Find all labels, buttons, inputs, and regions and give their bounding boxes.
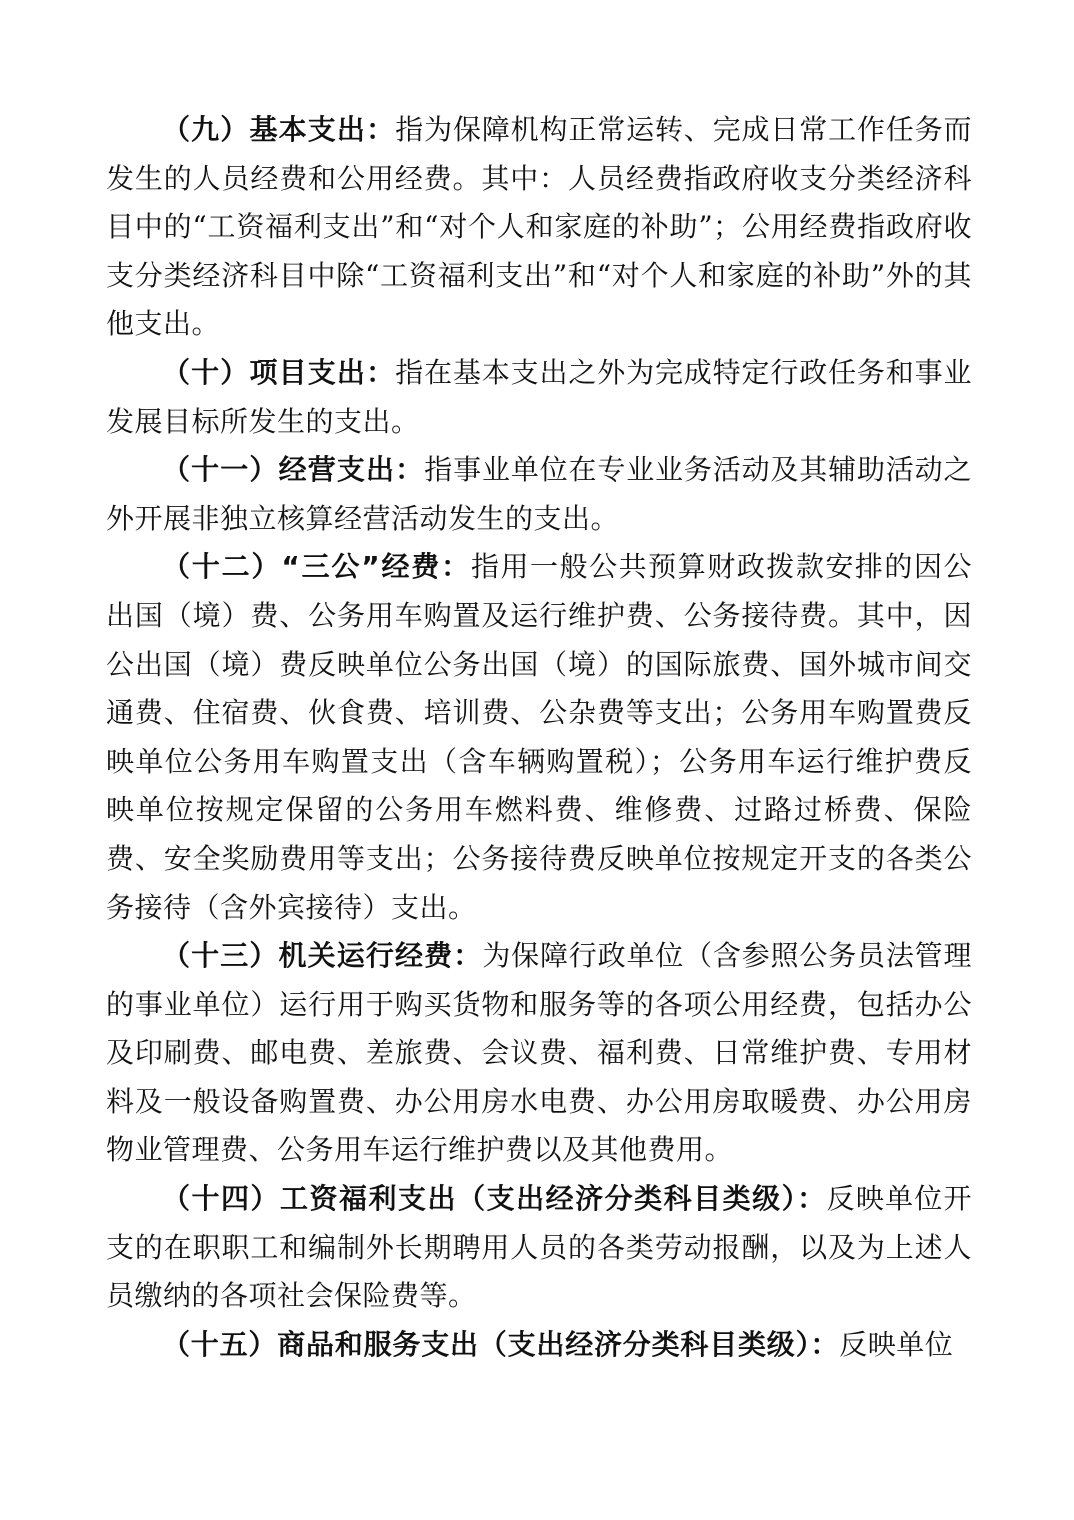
paragraph-basic-expenditure (106, 106, 972, 349)
paragraph-goods-services (106, 1321, 972, 1370)
paragraph-heading: （十五）商品和服务支出（支出经济分类科目类级）： (162, 1327, 840, 1361)
paragraph-heading: （十）项目支出： (162, 355, 396, 389)
paragraph-heading: （九）基本支出： (162, 113, 396, 146)
paragraph-text: 指在基本支出之外为完成特定行政任务和事业发展目标所发生的支出。 (106, 355, 972, 438)
paragraph-text: 反映单位 (839, 1327, 954, 1361)
paragraph-three-public-funds (106, 543, 972, 932)
paragraph-heading: （十一）经营支出： (162, 453, 425, 487)
paragraph-heading: （十四）工资福利支出（支出经济分类科目类级）： (162, 1182, 827, 1216)
paragraph-project-expenditure (106, 349, 972, 446)
paragraph-text: 指用一般公共预算财政拨款安排的因公出国（境）费、公务用车购置及运行维护费、公务接待费。其中，因公出国（境）费反映单位公务出国（境）的国际旅费、国外城市间交通费、住宿费、伙食费、培训费、公杂费等支出；公务用车购置费反映单位公务用车购置支出（含车辆购置税）；公务用车运行维护费反映单位按规定保留的公务用车燃料费、维修费、过路过桥费、保险费、安全奖励费用等支出；公务接待费反映单位按规定开支的各类公务接待（含外宾接待）支出。 (106, 550, 972, 924)
paragraph-operating-expenditure (106, 446, 972, 543)
paragraph-text: 为保障行政单位（含参照公务员法管理的事业单位）运行用于购买货物和服务等的各项公用经费，包括办公及印刷费、邮电费、差旅费、会议费、福利费、日常维护费、专用材料及一般设备购置费、办公用房水电费、办公用房取暖费、办公用房物业管理费、公务用车运行维护费以及其他费用。 (106, 939, 972, 1167)
paragraph-agency-operating-funds (106, 932, 972, 1175)
document-body (106, 106, 972, 1369)
paragraph-text: 指事业单位在专业业务活动及其辅助活动之外开展非独立核算经营活动发生的支出。 (106, 453, 972, 535)
paragraph-text: 指为保障机构正常运转、完成日常工作任务而发生的人员经费和公用经费。其中：人员经费指政府收支分类经济科目中的“工资福利支出”和“对个人和家庭的补助”；公用经费指政府收支分类经济科目中除“工资福利支出”和“对个人和家庭的补助”外的其他支出。 (106, 113, 972, 341)
paragraph-text: 反映单位开支的在职职工和编制外长期聘用人员的各类劳动报酬，以及为上述人员缴纳的各项社会保险费等。 (106, 1182, 972, 1313)
paragraph-heading: （十二）“三公”经费： (162, 550, 471, 584)
paragraph-wages-welfare (106, 1175, 972, 1321)
paragraph-heading: （十三）机关运行经费： (162, 939, 483, 973)
